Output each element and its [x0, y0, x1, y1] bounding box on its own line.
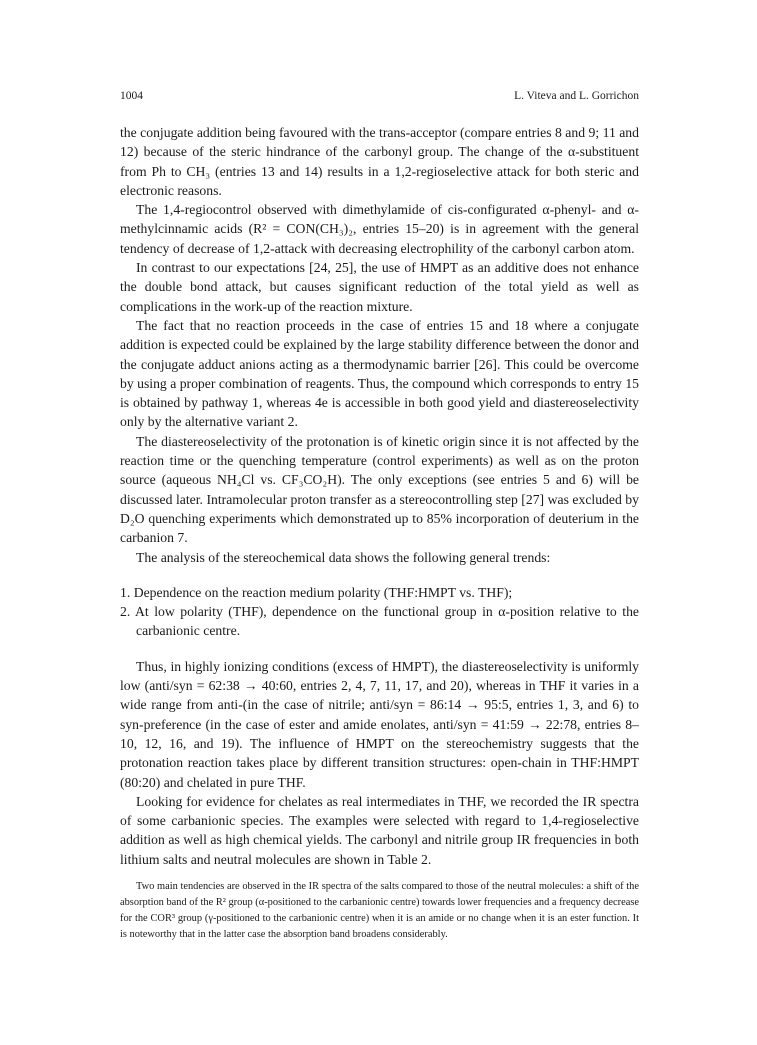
running-authors: L. Viteva and L. Gorrichon: [514, 90, 639, 102]
trends-list: [120, 583, 639, 641]
paragraph-6: The analysis of the stereochemical data shows the following general trends:: [136, 549, 551, 565]
paragraph-4: The fact that no reaction proceeds in the case of entries 15 and 18 where a conjugate addition is expected could be explained by the large stability difference between the donor and the conjugate adduct anions acting as a thermodynamic barrier [26]. This could be overcome by using a proper combination of reagents. Thus, the compound which corresponds to entry 15 is obtained by pathway 1, whereas 4e is accessible in both good yield and diastereoselectivity only by the alternative variant 2.: [120, 317, 640, 430]
small-print-paragraph: Two main tendencies are observed in the IR spectra of the salts compared to those of the neutral molecules: a shift of the absorption band of the R² group (α-positioned to the carbanionic centre) towards lower frequencies and a frequency decrease for the COR³ group (γ-positioned to the carbanionic centre) when it is an amide or no change when it is an ester function. It is noteworthy that in the latter case the absorption band broadens considerably.: [120, 880, 639, 940]
paragraph-8: Looking for evidence for chelates as real intermediates in THF, we recorded the IR spectra of some carbanionic species. The examples were selected with regard to 1,4-regioselective addition as well as high chemical yields. The carbonyl and nitrile group IR frequencies in both lithium salts and neutral molecules are shown in Table 2.: [120, 793, 639, 867]
running-header: [120, 90, 639, 102]
list-item: 2. At low polarity (THF), dependence on the functional group in α-position relative to the carbanionic centre.: [120, 604, 639, 639]
paragraph-5: The diastereoselectivity of the protonation is of kinetic origin since it is not affected by the reaction time or the quenching temperature (control experiments) as well as on the proton source (aqueous NH₄Cl vs. CF₃CO₂H). The only exceptions (see entries 5 and 6) will be discussed later. Intramolecular proton transfer as a stereocontrolling step [27] was excluded by D₂O quenching experiments which demonstrated up to 85% incorporation of deuterium in the carbanion 7.: [120, 433, 639, 546]
paragraph-2: The 1,4-regiocontrol observed with dimethylamide of cis-configurated α-phenyl- and α-methylcinnamic acids (R² = CON(CH₃)₂, entries 15–20) is in agreement with the general tendency of decrease of 1,2-attack with decreasing electrophility of the carbonyl carbon atom.: [120, 202, 639, 256]
paragraph-1: the conjugate addition being favoured with the trans-acceptor (compare entries 8 and 9; 11 and 12) because of the steric hindrance of the carbonyl group. The change of the α-substituent from Ph to CH₃ (entries 13 and 14) results in a 1,2-regioselective attack for both steric and electronic reasons.: [120, 125, 639, 198]
page-number: 1004: [120, 90, 143, 102]
list-item: 1. Dependence on the reaction medium polarity (THF:HMPT vs. THF);: [120, 584, 513, 600]
article-body: [120, 123, 639, 943]
paragraph-7: Thus, in highly ionizing conditions (excess of HMPT), the diastereoselectivity is uniformly low (anti/syn = 62:38 → 40:60, entries 2, 4, 7, 11, 17, and 20), whereas in THF it varies in a wide range from anti-(in the case of nitrile; anti/syn = 86:14 → 95:5, entries 1, 3, and 6) to syn-preference (in the case of ester and amide enolates, anti/syn = 41:59 → 22:78, entries 8–10, 12, 16, and 19). The influence of HMPT on the stereochemistry suggests that the protonation reaction takes place by different transition structures: open-chain in THF:HMPT (80:20) and chelated in pure THF.: [120, 658, 639, 790]
paragraph-3: In contrast to our expectations [24, 25], the use of HMPT as an additive does not enhance the double bond attack, but causes significant reduction of the total yield as well as complications in the work-up of the reaction mixture.: [120, 260, 639, 314]
